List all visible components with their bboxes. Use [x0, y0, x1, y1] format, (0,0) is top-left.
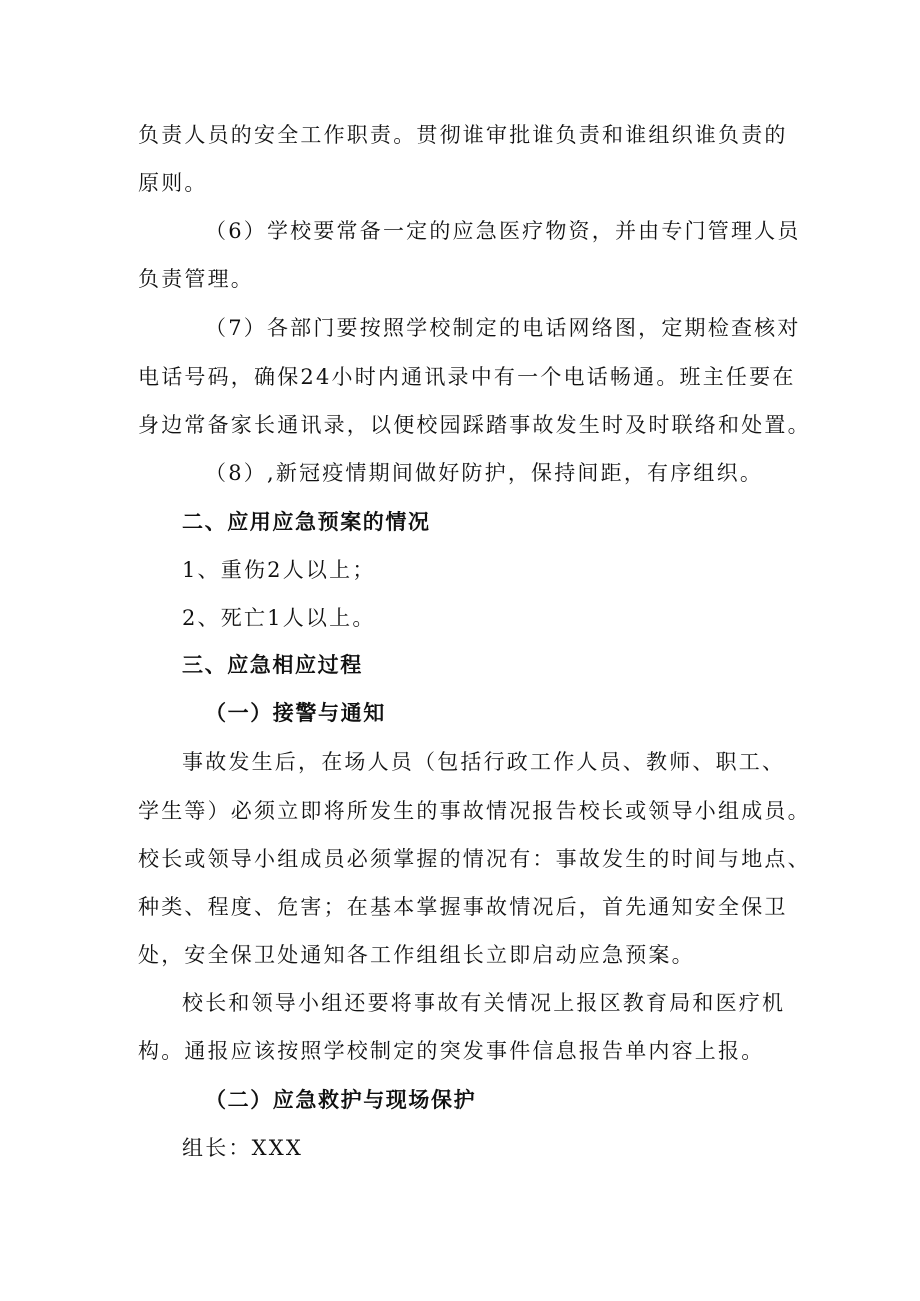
paragraph-line: 组长：XXX	[182, 1136, 304, 1160]
subsection-heading-1: （一）接警与通知	[205, 701, 386, 725]
paragraph-line: 校长或领导小组成员必须掌握的情况有：事故发生的时间与地点、	[138, 847, 811, 871]
paragraph-line: 处，安全保卫处通知各工作组组长立即启动应急预案。	[138, 943, 695, 967]
list-item-6: （6）学校要常备一定的应急医疗物资，并由专门管理人员	[205, 219, 801, 243]
list-item-8: （8）,新冠疫情期间做好防护，保持间距，有序组织。	[205, 461, 764, 485]
paragraph-line: 事故发生后，在场人员（包括行政工作人员、教师、职工、	[182, 750, 786, 774]
list-item-7: （7）各部门要按照学校制定的电话网络图，定期检查核对	[205, 316, 801, 340]
paragraph-line: 电话号码，确保24小时内通讯录中有一个电话畅通。班主任要在	[138, 365, 796, 389]
paragraph-line: 负责管理。	[138, 267, 254, 291]
paragraph-line: 学生等）必须立即将所发生的事故情况报告校长或领导小组成员。	[138, 799, 811, 823]
section-heading-3: 三、应急相应过程	[182, 653, 363, 677]
paragraph-line: 构。通报应该按照学校制定的突发事件信息报告单内容上报。	[138, 1039, 765, 1063]
paragraph-line: 原则。	[138, 171, 208, 195]
list-item: 2、死亡1人以上。	[182, 606, 376, 630]
subsection-heading-2: （二）应急救护与现场保护	[205, 1088, 477, 1112]
list-item: 1、重伤2人以上；	[182, 558, 376, 582]
paragraph-line: 校长和领导小组还要将事故有关情况上报区教育局和医疗机	[182, 991, 786, 1015]
paragraph-line: 种类、程度、危害；在基本掌握事故情况后，首先通知安全保卫	[138, 895, 788, 919]
paragraph-line: 身边常备家长通讯录，以便校园踩踏事故发生时及时联络和处置。	[138, 413, 811, 437]
paragraph-line: 负责人员的安全工作职责。贯彻谁审批谁负责和谁组织谁负责的	[138, 123, 788, 147]
section-heading-2: 二、应用应急预案的情况	[182, 510, 431, 534]
